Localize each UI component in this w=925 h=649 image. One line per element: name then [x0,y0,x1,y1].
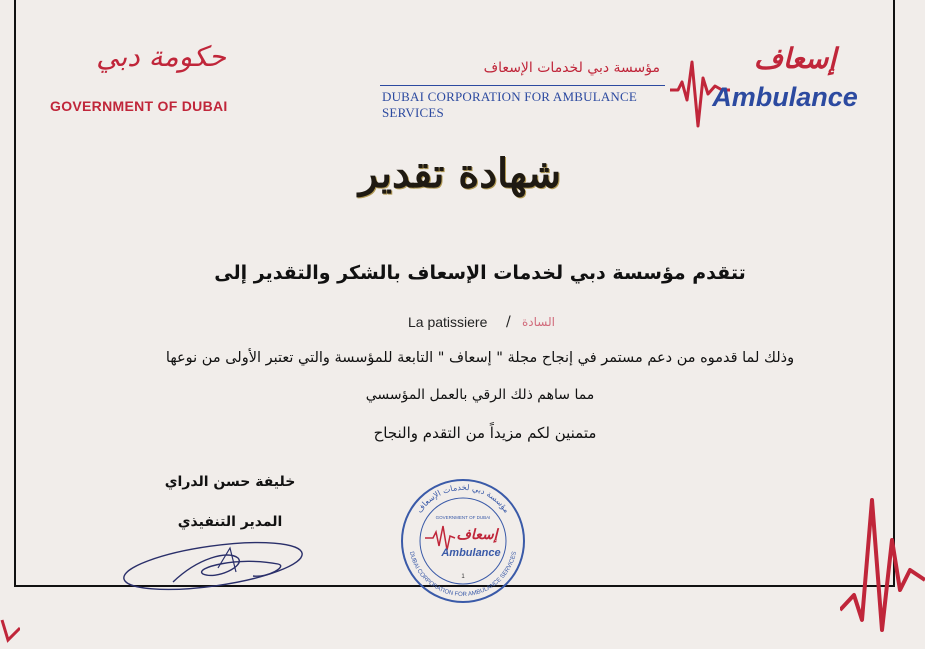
border-corner-ornament [0,608,20,649]
decorative-ecg-corner [840,480,925,649]
certificate-closing: متمنين لكم مزيداً من التقدم والنجاح [373,424,597,442]
corporation-name-english: DUBAI CORPORATION FOR AMBULANCE SERVICES [382,89,638,120]
signer-title: المدير التنفيذي [177,514,283,530]
stamp-arabic-name: إسعاف [456,527,498,543]
svg-text:مؤسسة دبي لخدمات الإسعاف [415,483,511,515]
stamp-top-arc: مؤسسة دبي لخدمات الإسعاف [414,482,512,515]
government-of-dubai-logo [50,40,250,122]
recipient-separator: / [506,314,511,330]
stamp-government-line: GOVERNMENT OF DUBAI [435,515,491,520]
ambulance-logo [670,42,870,132]
recipient-name: La patissiere [408,314,488,330]
official-stamp [399,476,527,606]
certificate-body-line-1: وذلك لما قدموه من دعم مستمر في إنجاح مجلة " إسعاف " التابعة للمؤسسة والتي تعتبر الأولى من نوعها [165,350,795,366]
ambulance-logo-english: Ambulance [712,82,858,112]
ambulance-logo-arabic: إسعاف [753,42,837,75]
government-logo-english: GOVERNMENT OF DUBAI [50,98,228,114]
signer-name: خليفة حسن الدراي [164,474,296,490]
stamp-number: 1 [461,574,465,580]
government-logo-arabic: حكومة دبي [96,40,226,73]
certificate-intro: تتقدم مؤسسة دبي لخدمات الإسعاف بالشكر والتقدير إلى [214,262,746,284]
certificate-body-line-2: مما ساهم ذلك الرقي بالعمل المؤسسي [365,387,595,403]
handwritten-signature [118,528,318,598]
corporation-logo [380,55,670,120]
certificate-title: شهادة تقدير [358,150,562,197]
corporation-name-arabic: مؤسسة دبي لخدمات الإسعاف [483,60,660,76]
recipient-row [380,312,580,334]
recipient-label: السادة [522,315,555,329]
stamp-bottom-arc: DUBAI CORPORATION FOR AMBULANCE SERVICES [407,550,519,599]
corporation-divider [380,85,665,86]
stamp-english-name: Ambulance [441,547,501,559]
